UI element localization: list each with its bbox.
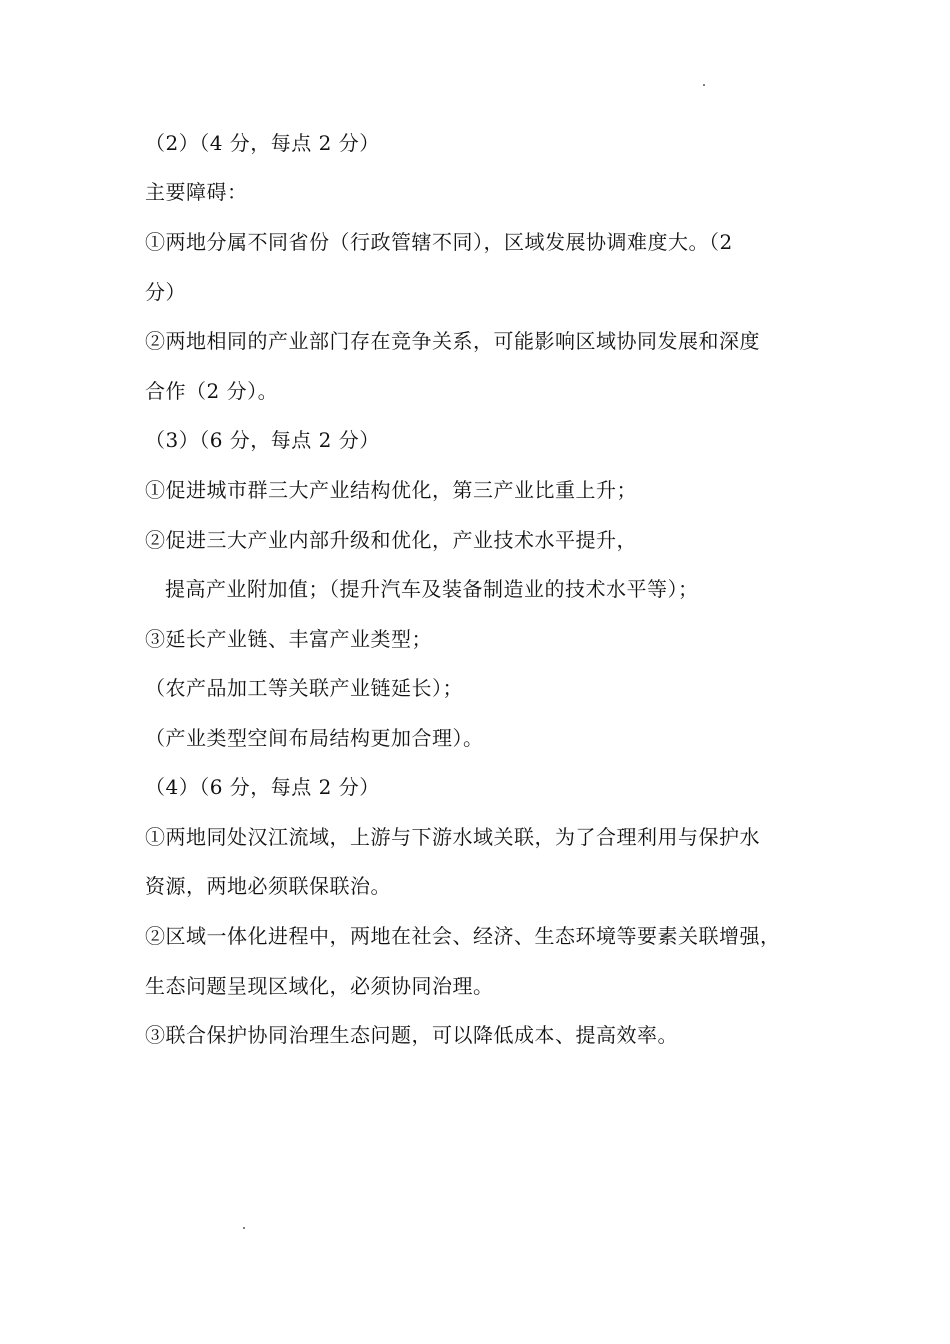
- section-3-point-1: ①促进城市群三大产业结构优化，第三产业比重上升；: [145, 478, 637, 502]
- section-4-point-3: ③联合保护协同治理生态问题，可以降低成本、提高效率。: [145, 1023, 678, 1047]
- section-3-point-3: ③延长产业链、丰富产业类型；: [145, 627, 432, 651]
- section-3-heading: （3）（6 分，每点 2 分）: [145, 428, 380, 452]
- obstacle-2-line-1: ②两地相同的产业部门存在竞争关系，可能影响区域协同发展和深度: [145, 329, 760, 353]
- main-obstacles-label: 主要障碍：: [145, 180, 248, 204]
- obstacle-2-line-2: 合作（2 分）。: [145, 379, 279, 403]
- section-4-heading: （4）（6 分，每点 2 分）: [145, 775, 380, 799]
- obstacle-1-line-2: 分）: [145, 280, 186, 304]
- page-speck-bottom: [243, 1227, 245, 1229]
- section-2-heading: （2）（4 分，每点 2 分）: [145, 131, 380, 155]
- section-4-point-1-line-1: ①两地同处汉江流域，上游与下游水域关联，为了合理利用与保护水: [145, 825, 760, 849]
- section-4-point-2-line-2: 生态问题呈现区域化，必须协同治理。: [145, 974, 494, 998]
- section-4-point-2-line-1: ②区域一体化进程中，两地在社会、经济、生态环境等要素关联增强，: [145, 924, 781, 948]
- section-3-note-2: （产业类型空间布局结构更加合理）。: [145, 726, 484, 750]
- page-speck-top: [703, 84, 705, 86]
- section-3-note-1: （农产品加工等关联产业链延长）；: [145, 676, 463, 700]
- obstacle-1-line-1: ①两地分属不同省份（行政管辖不同），区域发展协调难度大。（2: [145, 230, 733, 254]
- section-3-point-2-line-1: ②促进三大产业内部升级和优化，产业技术水平提升，: [145, 528, 637, 552]
- section-4-point-1-line-2: 资源，两地必须联保联治。: [145, 874, 391, 898]
- section-3-point-2-line-2: 提高产业附加值；（提升汽车及装备制造业的技术水平等）；: [165, 577, 699, 601]
